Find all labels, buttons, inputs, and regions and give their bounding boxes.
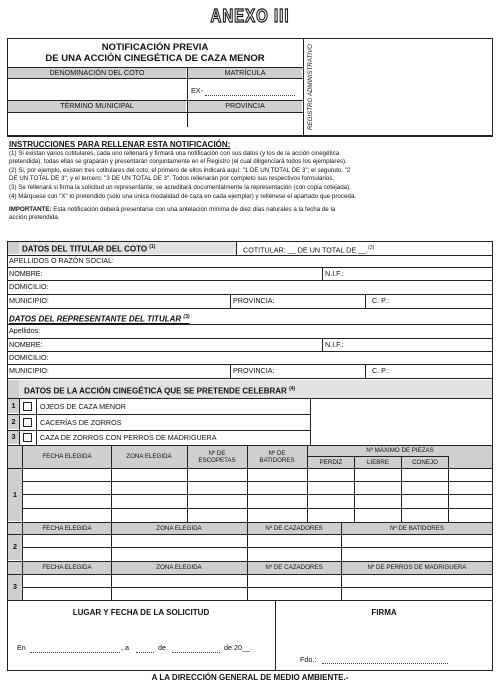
representante-domicilio-label[interactable]: DOMICILIO: — [9, 353, 49, 362]
t3-row-number: 3 — [8, 575, 22, 600]
t1-zona-header: ZONA ELEGIDA — [126, 453, 172, 461]
firma-input[interactable] — [322, 663, 448, 664]
cotitular-field[interactable]: COTITULAR: __ DE UN TOTAL DE __.$^{(2)}$ — [243, 245, 375, 255]
t3-fecha-header: FECHA ELEGIDA — [42, 564, 92, 572]
representante-cp-label[interactable]: C. P.: — [372, 366, 390, 375]
annex-title: ANEXO III — [210, 6, 290, 27]
instruction-line: (3) Se rellenará si firma la solicitud un representante; se acreditará documentalmente la representación (con copia cotejada). — [9, 184, 351, 191]
t2-row-number: 2 — [8, 535, 22, 560]
instruction-line: pretendida); todas ellas se graparán y presentarán conjuntamente en el Registro (el cual diligenciará todos los ejemplares). — [9, 158, 347, 165]
option-label: CACERÍAS DE ZORROS — [40, 418, 122, 427]
representante-nombre-label[interactable]: NOMBRE: — [9, 340, 43, 349]
representante-title: DATOS DEL REPRESENTANTE DEL TITULAR $^{(3)}$ — [9, 314, 190, 324]
option-number: 1 — [8, 399, 19, 413]
form-title-line2: DE UNA ACCIÓN CINEGÉTICA DE CAZA MENOR — [45, 53, 265, 64]
provincia-label: PROVINCIA — [188, 101, 302, 112]
titular-title: DATOS DEL TITULAR DEL COTO $^{(1)}$ — [22, 244, 156, 254]
titular-municipio-label[interactable]: MUNICIPIO: — [9, 296, 49, 305]
titular-cp-label[interactable]: C. P.: — [372, 296, 390, 305]
titular-provincia-label[interactable]: PROVINCIA: — [233, 296, 275, 305]
accion-title: DATOS DE LA ACCIÓN CINEGÉTICA QUE SE PRETENDE CELEBRAR $^{(4)}$ — [24, 386, 296, 396]
form-title-line1: NOTIFICACIÓN PREVIA — [101, 42, 209, 53]
instruction-line: (4) Márquese con "X" lo pretendido (sólo una única modalidad de caza en cada ejemplar) y rellénese el apartado que proceda. — [9, 193, 356, 200]
importante-note: IMPORTANTE: Esta notificación deberá presentarse con una antelación mínima de diez días naturales a la fecha de la — [9, 206, 336, 213]
instructions-block — [7, 137, 493, 241]
denominacion-label: DENOMINACIÓN DEL COTO — [8, 68, 186, 78]
t2-zona-header: ZONA ELEGIDA — [156, 524, 202, 532]
representante-provincia-label[interactable]: PROVINCIA: — [233, 366, 275, 375]
termino-label: TÉRMINO MUNICIPAL — [8, 101, 186, 112]
t2-fecha-header: FECHA ELEGIDA — [42, 524, 92, 532]
direccion-general: A LA DIRECCIÓN GENERAL DE MEDIO AMBIENTE.- — [151, 673, 349, 682]
option-checkbox[interactable] — [23, 402, 32, 411]
representante-apellidos-label[interactable]: Apellidos: — [9, 326, 41, 335]
t1-max-piezas-header: Nº MÁXIMO DE PIEZAS — [366, 447, 434, 455]
instruction-line: (1) Si existan varios cotitulares, cada uno rellenará y firmará una notificación con sus datos (y los de la acción cinegética — [9, 150, 340, 157]
t3-zona-header: ZONA ELEGIDA — [156, 564, 202, 572]
option-number: 3 — [8, 431, 19, 444]
en-label: En — [17, 643, 26, 652]
importante-line2: acción pretendida. — [9, 214, 60, 221]
option-checkbox[interactable] — [23, 433, 32, 442]
lugar-fecha-label: LUGAR Y FECHA DE LA SOLICITUD — [72, 608, 210, 617]
t3-cazadores-header: Nº DE CAZADORES — [265, 564, 323, 572]
fdo-label: Fdo.: — [300, 655, 317, 664]
instruction-line: DE UN TOTAL DE 3"; y el tercero: "3 DE UN TOTAL DE 3". Todos rellenarán por completo sus respectivos formularios. — [9, 175, 335, 182]
t1-conejo-header: CONEJO — [412, 458, 438, 466]
option-label: OJEOS DE CAZA MENOR — [40, 402, 126, 411]
year-label: de 20__. — [224, 643, 252, 652]
option-checkbox[interactable] — [23, 418, 32, 427]
de-label: de — [158, 643, 166, 652]
lugar-input[interactable] — [30, 652, 120, 653]
t1-escopetas-header: Nº DE ESCOPETAS — [198, 449, 236, 464]
dia-input[interactable] — [136, 652, 154, 653]
matricula-label: MATRÍCULA — [188, 68, 302, 78]
a-label: , a — [121, 643, 129, 652]
instructions-title: INSTRUCCIONES PARA RELLENAR ESTA NOTIFICACIÓN: — [9, 140, 231, 149]
titular-nif-label[interactable]: N.I.F.: — [325, 269, 344, 278]
t1-fecha-header: FECHA ELEGIDA — [42, 453, 92, 461]
representante-municipio-label[interactable]: MUNICIPIO: — [9, 366, 49, 375]
titular-domicilio-label[interactable]: DOMICILIO: — [9, 282, 49, 291]
instruction-line: (2) Si, por ejemplo, existen tres cotitulares del coto, el primero de ellos indicará aquí: "1 DE UN TOTAL DE 3"; el segundo: "2 — [9, 167, 351, 174]
t1-batidores-header: Nº DE BATIDORES — [259, 449, 295, 464]
option-number: 2 — [8, 415, 19, 429]
t2-cazadores-header: Nº DE CAZADORES — [265, 524, 323, 532]
firma-label: FIRMA — [371, 608, 397, 617]
registro-administrativo: REGISTRO ADMINISTRATIVO — [307, 44, 314, 130]
representante-nif-label[interactable]: N.I.F.: — [325, 340, 344, 349]
t2-batidores-header: Nº DE BATIDORES — [389, 524, 445, 532]
t1-row-number: 1 — [8, 469, 22, 521]
apellidos-razon-label[interactable]: APELLIDOS O RAZÓN SOCIAL: — [9, 256, 115, 265]
t1-perdiz-header: PERDIZ — [319, 458, 343, 466]
option-label: CAZA DE ZORROS CON PERROS DE MADRIGUERA — [40, 433, 217, 442]
ex-prefix: EX- — [191, 86, 203, 95]
titular-nombre-label[interactable]: NOMBRE: — [9, 269, 43, 278]
t1-liebre-header: LIEBRE — [366, 458, 389, 466]
t3-perros-header: Nº DE PERROS DE MADRIGUERA — [367, 564, 467, 572]
mes-input[interactable] — [172, 652, 220, 653]
